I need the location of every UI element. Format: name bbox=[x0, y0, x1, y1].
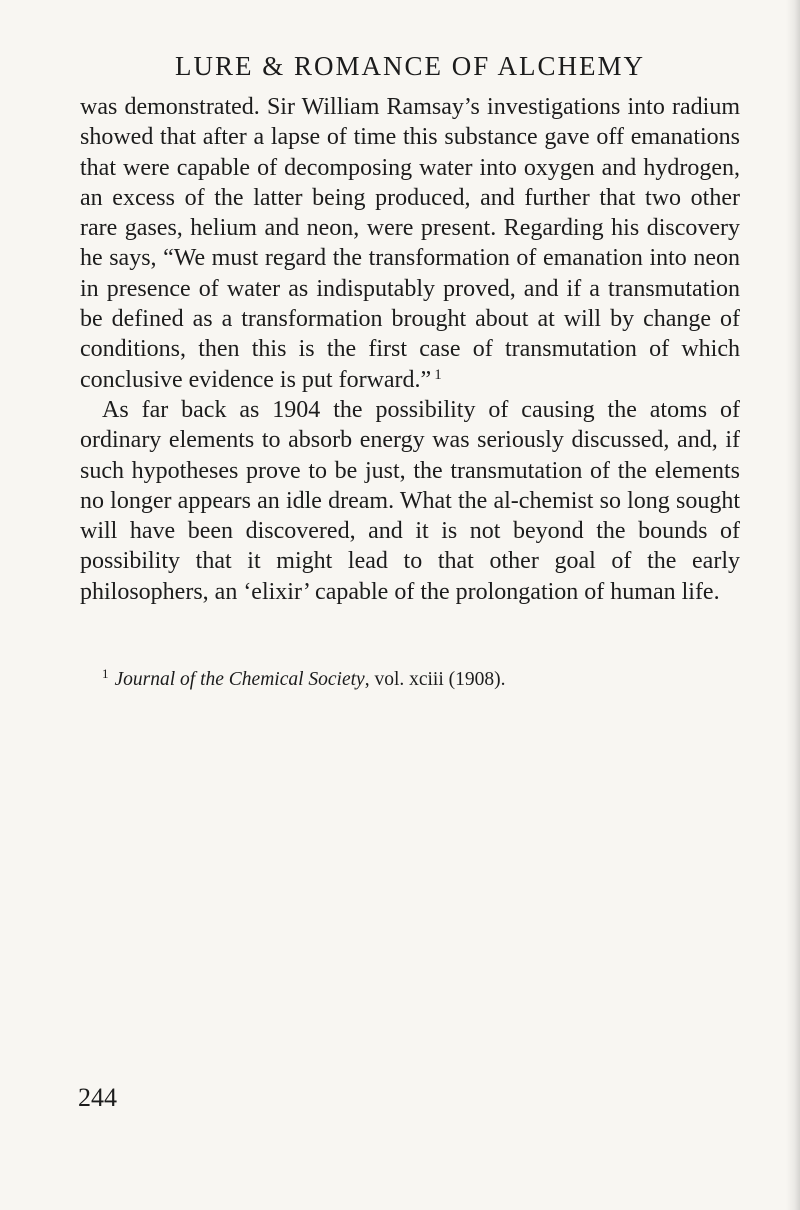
footnote-journal-title: Journal of the Chemical Society bbox=[114, 669, 365, 690]
footnote bbox=[102, 667, 742, 693]
paragraph: As far back as 1904 the possibility of causing the atoms of ordinary elements to absorb energy was seriously discussed, and, if such hypotheses prove to be just, the transmutation of the elements no longer appears an idle dream. What the al-chemist so long sought will have been discovered, and it is not beyond the bounds of possibility that it might lead to that other goal of the early philosophers, an ‘elixir’ capable of the prolongation of human life. bbox=[80, 396, 740, 605]
paragraph-text: was demonstrated. Sir William Ramsay’s investigations into radium showed that after a lapse of time this substance gave off emanations that were capable of decomposing water into oxygen and hydrogen, an excess of the latter being produced, and further that two other rare gases, helium and neon, were present. Regarding his discovery he says, “We must regard the transformation of emanation into neon in presence of water as indisputably proved, and if a transmutation be defined as a transformation brought about at will by change of conditions, then this is the first case of transmutation of which conclusive evidence is put forward.” bbox=[80, 94, 740, 393]
body-text bbox=[80, 92, 740, 607]
footnote-reference[interactable]: 1 bbox=[434, 366, 442, 383]
paragraph bbox=[80, 92, 740, 395]
footnote-number: 1 bbox=[102, 666, 109, 681]
page-edge-shadow bbox=[786, 0, 800, 1210]
page-number: 244 bbox=[78, 1083, 117, 1112]
running-head: LURE & ROMANCE OF ALCHEMY bbox=[174, 51, 646, 81]
footnote-citation: , vol. xciii (1908). bbox=[364, 669, 506, 690]
